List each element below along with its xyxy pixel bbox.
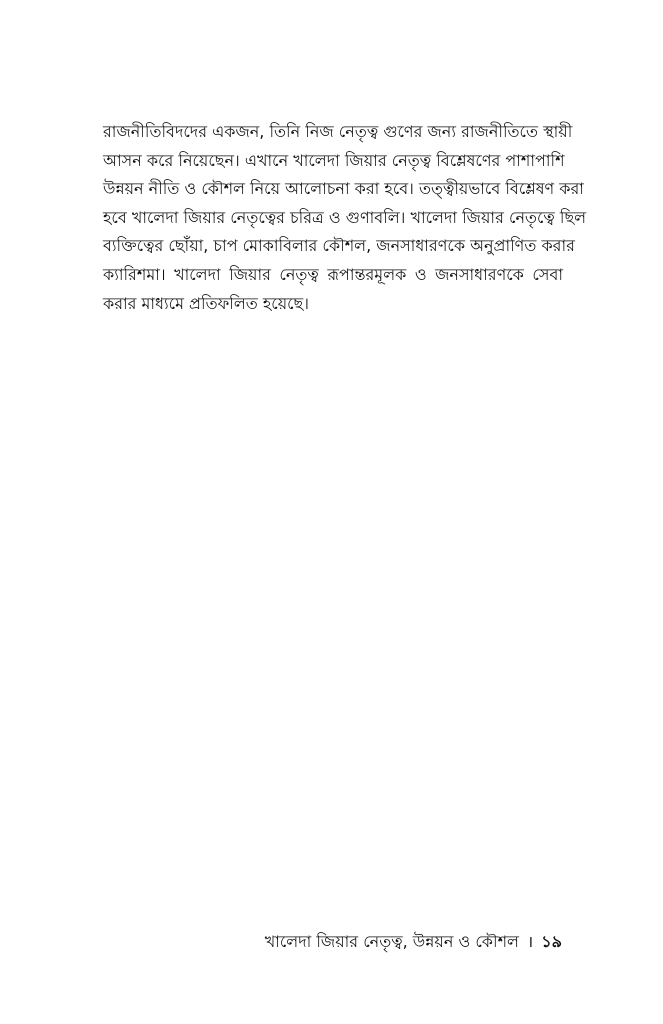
paragraph-line: উন্নয়ন নীতি ও কৌশল নিয়ে আলোচনা করা হবে। তত্ত্বীয়ভাবে বিশ্লেষণ করা: [103, 179, 584, 199]
page-number: ১৯: [541, 932, 562, 951]
page-footer: [265, 930, 562, 954]
paragraph-line: আসন করে নিয়েছেন। এখানে খালেদা জিয়ার নেতৃত্ব বিশ্লেষণের পাশাপাশি: [103, 150, 565, 170]
footer-separator: ।: [527, 932, 534, 951]
body-paragraph: [103, 118, 587, 318]
running-title: খালেদা জিয়ার নেতৃত্ব, উন্নয়ন ও কৌশল: [264, 932, 519, 951]
paragraph-line: রাজনীতিবিদদের একজন, তিনি নিজ নেতৃত্ব গুণের জন্য রাজনীতিতে স্থায়ী: [103, 122, 573, 141]
paragraph-line: ক্যারিশমা। খালেদা জিয়ার নেতৃত্ব রূপান্তরমূলক ও জনসাধারণকে সেবা: [103, 264, 563, 284]
paragraph-line: হবে খালেদা জিয়ার নেতৃত্বের চরিত্র ও গুণাবলি। খালেদা জিয়ার নেতৃত্বে ছিল: [103, 207, 587, 227]
paragraph-line: করার মাধ্যমে প্রতিফলিত হয়েছে।: [103, 293, 309, 313]
paragraph-line: ব্যক্তিত্বের ছোঁয়া, চাপ মোকাবিলার কৌশল, জনসাধারণকে অনুপ্রাণিত করার: [103, 236, 575, 256]
